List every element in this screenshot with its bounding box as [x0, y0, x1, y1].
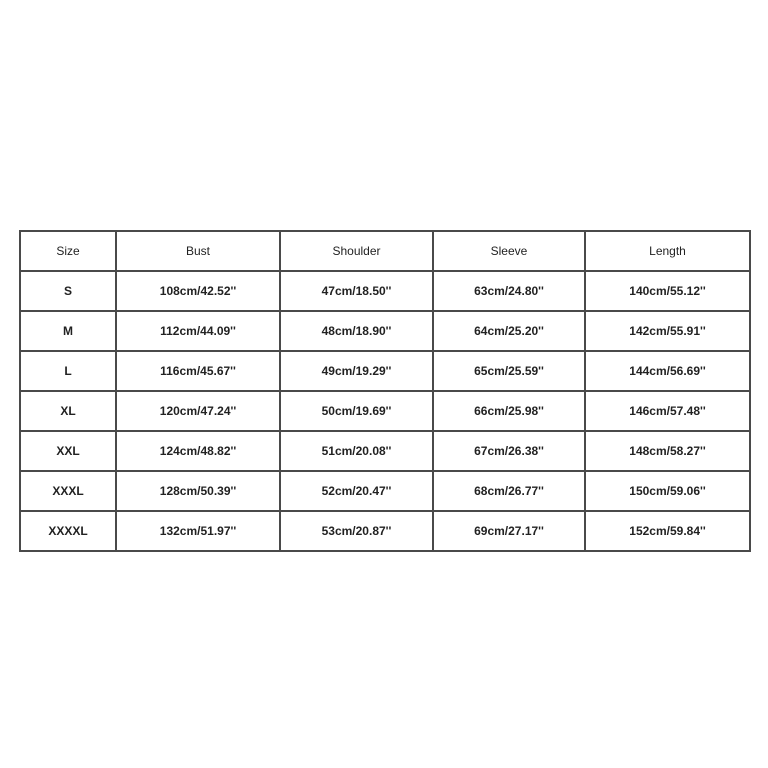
length-cell: 144cm/56.69'' [585, 351, 750, 391]
sleeve-cell: 65cm/25.59'' [433, 351, 585, 391]
size-cell: M [20, 311, 116, 351]
bust-cell: 108cm/42.52'' [116, 271, 280, 311]
sleeve-cell: 68cm/26.77'' [433, 471, 585, 511]
bust-cell: 132cm/51.97'' [116, 511, 280, 551]
length-cell: 142cm/55.91'' [585, 311, 750, 351]
shoulder-cell: 51cm/20.08'' [280, 431, 433, 471]
shoulder-cell: 49cm/19.29'' [280, 351, 433, 391]
size-cell: S [20, 271, 116, 311]
size-cell: XL [20, 391, 116, 431]
table-row [20, 271, 750, 311]
header-bust: Bust [116, 231, 280, 271]
sleeve-cell: 63cm/24.80'' [433, 271, 585, 311]
header-shoulder: Shoulder [280, 231, 433, 271]
bust-cell: 124cm/48.82'' [116, 431, 280, 471]
length-cell: 152cm/59.84'' [585, 511, 750, 551]
table-row [20, 511, 750, 551]
size-cell: XXXL [20, 471, 116, 511]
size-cell: XXXXL [20, 511, 116, 551]
table-row [20, 391, 750, 431]
shoulder-cell: 50cm/19.69'' [280, 391, 433, 431]
size-cell: XXL [20, 431, 116, 471]
header-length: Length [585, 231, 750, 271]
shoulder-cell: 52cm/20.47'' [280, 471, 433, 511]
header-sleeve: Sleeve [433, 231, 585, 271]
table-row [20, 471, 750, 511]
table-row [20, 351, 750, 391]
shoulder-cell: 53cm/20.87'' [280, 511, 433, 551]
bust-cell: 128cm/50.39'' [116, 471, 280, 511]
size-cell: L [20, 351, 116, 391]
shoulder-cell: 47cm/18.50'' [280, 271, 433, 311]
length-cell: 150cm/59.06'' [585, 471, 750, 511]
sleeve-cell: 66cm/25.98'' [433, 391, 585, 431]
sleeve-cell: 69cm/27.17'' [433, 511, 585, 551]
length-cell: 140cm/55.12'' [585, 271, 750, 311]
sleeve-cell: 67cm/26.38'' [433, 431, 585, 471]
length-cell: 146cm/57.48'' [585, 391, 750, 431]
size-chart-table [19, 230, 751, 552]
table-header-row [20, 231, 750, 271]
table-row [20, 311, 750, 351]
table-row [20, 431, 750, 471]
bust-cell: 120cm/47.24'' [116, 391, 280, 431]
shoulder-cell: 48cm/18.90'' [280, 311, 433, 351]
sleeve-cell: 64cm/25.20'' [433, 311, 585, 351]
bust-cell: 112cm/44.09'' [116, 311, 280, 351]
bust-cell: 116cm/45.67'' [116, 351, 280, 391]
length-cell: 148cm/58.27'' [585, 431, 750, 471]
header-size: Size [20, 231, 116, 271]
